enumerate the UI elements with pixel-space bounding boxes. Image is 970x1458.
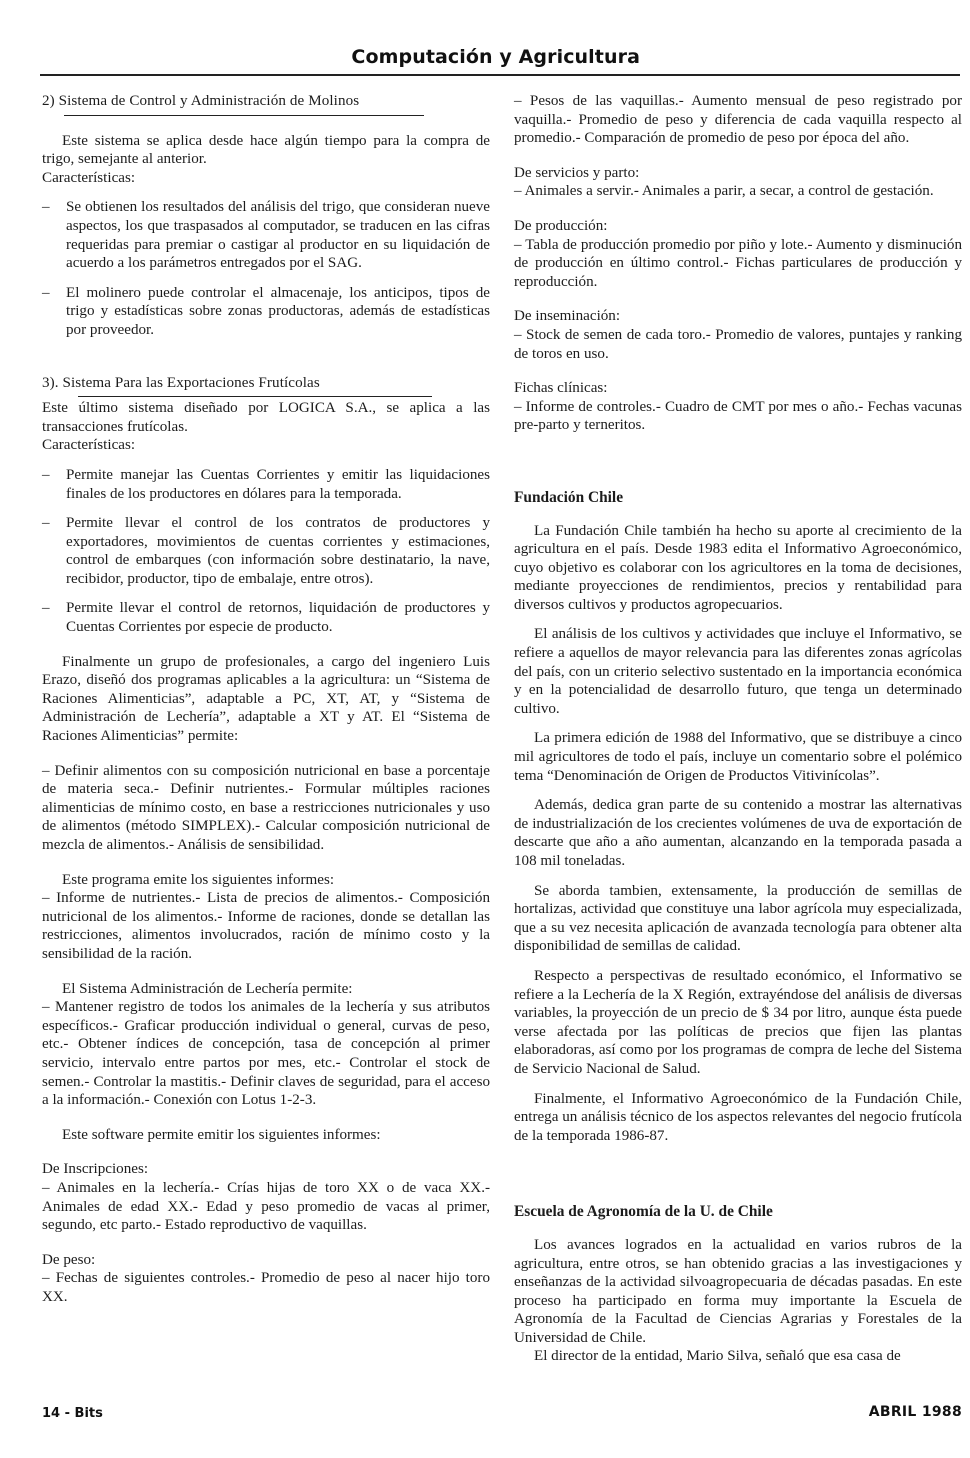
produccion-body: – Tabla de producción promedio por piño y lote.- Aumento y disminución de producción en último control.- Fichas particulares de producción y reproducción. — [514, 236, 962, 290]
running-header: Computación y Agricultura — [351, 46, 640, 68]
fichas-title: Fichas clínicas: — [514, 380, 608, 397]
bullet-text: Permite manejar las Cuentas Corrientes y emitir las liquidaciones finales de los productores en dólares para la temporada. — [66, 466, 490, 502]
section-3-caract-label: Características: — [42, 437, 136, 454]
bullet-text: El molinero puede controlar el almacenaje, los anticipos, tipos de trigo y estadísticas sobre zonas productoras, además de estadísticas por proveedor. — [66, 284, 490, 338]
servicios-title: De servicios y parto: — [514, 164, 640, 181]
section-2-bullet — [42, 198, 490, 272]
bullet-dash: – — [42, 466, 50, 483]
inseminacion-body: – Stock de semen de cada toro.- Promedio de valores, puntajes y ranking de toros en uso. — [514, 326, 962, 362]
section-2-title: 2) Sistema de Control y Administración de Molinos — [42, 93, 360, 109]
bullet-text: Permite llevar el control de los contratos de productores y exportadores, movimientos de cuentas corrientes y estimaciones, control de embarques (con información sobre destinatario, la nave, recibidor, productor, tipo de embalaje, entre otros). — [66, 515, 490, 587]
escuela-heading: Escuela de Agronomía de la U. de Chile — [514, 1203, 773, 1221]
inscripciones-body: – Animales en la lechería.- Crías hijas de toro XX o de vaca XX.- Animales de edad XX.- Edad y peso promedio de vacas al primer, segundo, etc parto.- Estado reproductivo de vaquillas. — [42, 1179, 490, 1234]
bullet-dash: – — [42, 284, 50, 301]
right-column — [514, 92, 962, 1366]
fundacion-paragraph: La primera edición de 1988 del Informativo, que se distribuye a cinco mil agricultores de todo el país, incluye un comentario sobre el polémico tema “Denominación de Origen de Productos Vitivinícolas”. — [514, 730, 962, 784]
section-3-bullet — [42, 599, 490, 636]
fundacion-paragraph: La Fundación Chile también ha hecho su aporte al crecimiento de la agricultura en el país. Desde 1983 edita el Informativo Agroeconómico, cuyo objetivo es colaborar con los agricultores en la toma de decisiones, mediante proyecciones de rendimientos, precios y rentabilidad para diversos cultivos y productos agropecuarios. — [514, 522, 962, 613]
inseminacion-title: De inseminación: — [514, 308, 621, 325]
paragraph-emite-intro: Este programa emite los siguientes informes: — [62, 871, 335, 888]
paragraph-lecheria-intro: El Sistema Administración de Lechería permite: — [62, 980, 353, 997]
bullet-text: Se obtienen los resultados del análisis del trigo, que consideran nueve aspectos, los que traspasados al computador, se traducen en las cifras requeridas para premiar o castigar al productor en su liquidación de acuerdo a los parámetros entregados por el SAG. — [66, 199, 490, 272]
paragraph-definir: – Definir alimentos con su composición nutricional en base a porcentaje de materia seca.- Definir nutrientes.- Formular múltiples raciones alimenticias de mínimo costo, en base a restricciones nutricionales y uso de alimentos (método SIMPLEX).- Calcular composición nutricional de mezcla de alimentos.- Análisis de sensibilidad. — [42, 762, 490, 853]
header-rule — [40, 74, 960, 76]
bullet-text: Permite llevar el control de retornos, liquidación de productores y Cuentas Corrientes por especie de producto. — [66, 600, 490, 636]
section-2-bullet — [42, 284, 490, 340]
fundacion-paragraph: Finalmente, el Informativo Agroeconómico de la Fundación Chile, entrega un análisis técnico de los aspectos relevantes del negocio frutícola de la temporada 1986-87. — [514, 1090, 962, 1144]
paragraph-software: Este software permite emitir los siguientes informes: — [62, 1126, 381, 1143]
produccion-title: De producción: — [514, 217, 608, 234]
fundacion-paragraph: Respecto a perspectivas de resultado económico, el Informativo se refiere a la Lechería de la X Región, extrayéndose del análisis de diversas variables, la proyección de un precio de $ 34 por litro, aunque ésta puede verse afectada por las políticas de precios que fijen las plantas elaboradoras, así como por los programas de compra de leche del Sistema de Servicio Nacional de Salud. — [514, 967, 962, 1077]
page-number: 14 - Bits — [42, 1406, 103, 1421]
section-3-intro: Este último sistema diseñado por LOGICA S.A., se aplica a las transacciones frutícolas. — [42, 400, 490, 435]
inscripciones-title: De Inscripciones: — [42, 1161, 149, 1178]
bullet-dash: – — [42, 600, 50, 617]
fichas-body: – Informe de controles.- Cuadro de CMT por mes o año.- Fechas vacunas pre-parto y terneritos. — [514, 398, 962, 434]
fundacion-paragraph: Se aborda tambien, extensamente, la producción de semillas de hortalizas, actividad que constituye una labor agrícola muy especializada, que a su vez necesita aplicación de avanzada tecnología para obtener alta disponibilidad de semillas de calidad. — [514, 882, 962, 955]
section-2-intro: Este sistema se aplica desde hace algún tiempo para la compra de trigo, semejante al anterior. — [42, 132, 490, 168]
section-3-bullet — [42, 514, 490, 588]
paragraph-finalmente: Finalmente un grupo de profesionales, a cargo del ingeniero Luis Erazo, diseñó dos programas aplicables a la agricultura: un “Sistema de Raciones Alimenticias”, adaptable a PC, XT, AT, y “Sistema de Administración de Lechería”, adaptable a XT y AT. El “Sistema de Raciones Alimenticias” permite: — [42, 653, 490, 745]
section-3-bullet — [42, 466, 490, 503]
section-2-caract-label: Características: — [42, 169, 136, 186]
paragraph-lecheria-body: – Mantener registro de todos los animales de la lechería y sus atributos específicos.- Graficar producción individual o general, curvas de peso, etc.- Obtener índices de concepción, tasa de concepción al primer servicio, intervalo entre partos por mes, etc.- Controlar el stock de semen.- Controlar la mastitis.- Definir claves de seguridad, para el acceso a la información.- Conexión con Lotus 1-2-3. — [42, 999, 490, 1109]
section-2-underline — [64, 115, 424, 116]
peso-body: – Fechas de siguientes controles.- Promedio de peso al nacer hijo toro XX. — [42, 1270, 490, 1305]
pesos-body: – Pesos de las vaquillas.- Aumento mensual de peso registrado por vaquilla.- Promedio de peso y diferencia de cada vaquilla respecto al promedio.- Comparación de promedio de peso por época del año. — [514, 93, 962, 147]
section-3-underline — [78, 396, 432, 397]
peso-title: De peso: — [42, 1251, 96, 1268]
bullet-dash: – — [42, 515, 50, 532]
fundacion-paragraph: El análisis de los cultivos y actividades que incluye el Informativo, se refiere a aquellos de mayor relevancia para las diferentes zonas agrícolas del país, con un criterio selectivo sustentado en la importancia económica y en la potencialidad de desarrollo futuro, que tenga un determinado cultivo. — [514, 626, 962, 717]
fundacion-heading: Fundación Chile — [514, 488, 624, 506]
section-3-title: 3). Sistema Para las Exportaciones Frutícolas — [42, 374, 320, 391]
escuela-paragraph: El director de la entidad, Mario Silva, señaló que esa casa de — [534, 1348, 901, 1365]
fundacion-paragraph: Además, dedica gran parte de su contenido a mostrar las alternativas de industrialización de los crecientes volúmenes de uva de exportación de descarte que año a año aumentan, alcanzando en la temporada pasada a 108 mil toneladas. — [514, 797, 962, 869]
issue-date: ABRIL 1988 — [868, 1404, 962, 1420]
paragraph-emite-body: – Informe de nutrientes.- Lista de precios de alimentos.- Composición nutricional de los alimentos.- Informe de raciones, donde se detallan las restricciones, alimentos involucrados, ración de mínimo costo y la sensibilidad de la ración. — [42, 890, 490, 962]
bullet-dash: – — [42, 199, 50, 216]
left-column — [42, 92, 490, 1306]
escuela-paragraph: Los avances logrados en la actualidad en varios rubros de la agricultura, entre otros, se han obtenido gracias a las investigaciones y enseñanzas de la actividad silvoagropecuaria de décadas pasadas. En este proceso ha participado en forma muy importante la Escuela de Agronomía de la Facultad de Ciencias Agrarias y Forestales de la Universidad de Chile. — [514, 1236, 962, 1346]
servicios-body: – Animales a servir.- Animales a parir, a secar, a control de gestación. — [514, 183, 934, 200]
